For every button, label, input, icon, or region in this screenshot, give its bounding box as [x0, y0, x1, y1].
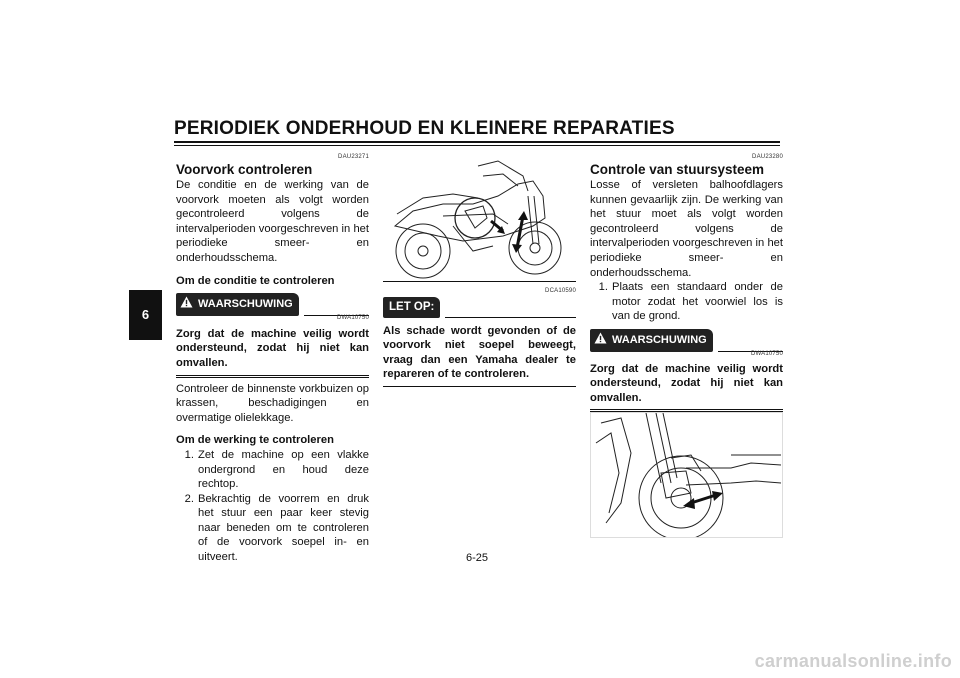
notice-badge: LET OP: [383, 297, 440, 318]
page-title: PERIODIEK ONDERHOUD EN KLEINERE REPARATIES [174, 118, 675, 139]
warning-triangle-icon [594, 332, 607, 349]
warning-label: WAARSCHUWING [612, 333, 707, 346]
warning-code: DWA10750 [750, 350, 783, 357]
warning-label: WAARSCHUWING [198, 298, 293, 311]
warning-text: Zorg dat de machine veilig wordt ondersteund, zodat hij niet kan omvallen. [176, 327, 369, 369]
warning-badge [590, 329, 713, 352]
warning-header [590, 329, 783, 352]
warning-bottom-rule [590, 409, 783, 410]
list-item: 1. Plaats een standaard onder de motor zodat het voorwiel los is van de grond. [598, 281, 783, 323]
section-heading: Controle van stuursysteem [590, 162, 765, 177]
notice-code: DCA10590 [545, 288, 576, 294]
notice-text: Als schade wordt gevonden of de voorvork niet soepel beweegt, vraag dan een Yamaha dealer te repareren of te controleren. [383, 324, 576, 381]
list-item: 2. Bekrachtig de voorrem en druk het stuur een paar keer stevig naar beneden om te controleren of de voorvork soepel in- en uitveert. [184, 492, 369, 564]
warning-code: DWA10750 [336, 314, 369, 321]
warning-bottom-rule [176, 375, 369, 376]
section-code: DAU23271 [338, 154, 369, 160]
fork-check-illustration [590, 412, 783, 538]
watermark: carmanualsonline.info [754, 651, 952, 671]
condition-paragraph: Controleer de binnenste vorkbuizen op krassen, beschadigingen en overmatige olielekkage. [176, 382, 369, 424]
steps-list [176, 448, 369, 565]
chapter-tab: 6 [129, 290, 162, 340]
subheading-operation: Om de werking te controleren [176, 434, 334, 447]
page-number: 6-25 [466, 552, 489, 564]
steps-list [590, 280, 783, 324]
notice-rule [445, 317, 576, 318]
motorcycle-illustration [383, 156, 576, 286]
intro-paragraph: De conditie en de werking van de voorvork moeten als volgt worden gecontroleerd volgens de intervalperioden voorgeschreven in het periodieke smeer- en onderhoudsschema. [176, 179, 369, 264]
warning-triangle-icon [180, 296, 193, 313]
notice-bottom-rule [383, 386, 576, 387]
warning-header [176, 293, 369, 316]
list-item: 1. Zet de machine op een vlakke ondergrond en houd deze rechtop. [184, 448, 369, 491]
middle-column [383, 287, 576, 387]
header-rule-thin [174, 145, 780, 146]
warning-bottom-rule-2 [176, 377, 369, 378]
intro-paragraph: Losse of versleten balhoofdlagers kunnen gevaarlijk zijn. De werking van het stuur moet als volgt worden gecontroleerd volgens de intervalperioden voorgeschreven in het periodieke smeer- en onderhoudsschema. [590, 179, 783, 279]
warning-text: Zorg dat de machine veilig wordt ondersteund, zodat hij niet kan omvallen. [590, 362, 783, 404]
header-rule [174, 141, 780, 143]
notice-header [383, 297, 576, 318]
section-code: DAU23280 [752, 154, 783, 160]
left-column [176, 153, 369, 565]
subheading-condition: Om de conditie te controleren [176, 274, 335, 287]
warning-badge [176, 293, 299, 316]
section-heading: Voorvork controleren [176, 162, 313, 177]
